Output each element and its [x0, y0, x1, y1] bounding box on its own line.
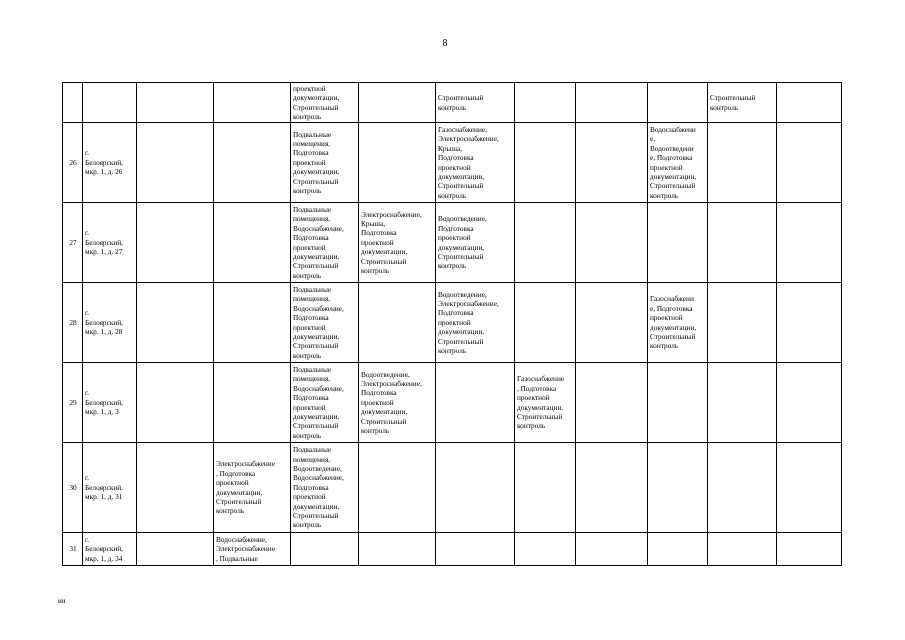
work-cell	[359, 283, 436, 363]
work-cell: Водоснабжение, Электроснабжение , Подвальные	[214, 533, 291, 566]
row-number-cell: 26	[63, 123, 83, 203]
work-cell	[708, 203, 777, 283]
work-cell: Строительный контроль	[708, 83, 777, 123]
work-cell	[515, 443, 576, 533]
work-cell: Газоснабжение , Подготовка проектной документации, Строительный контроль	[515, 363, 576, 443]
work-cell	[436, 443, 515, 533]
work-cell	[515, 533, 576, 566]
work-cell	[137, 363, 214, 443]
work-cell: Электроснабжение, Крыша, Подготовка проектной документации, Строительный контроль	[359, 203, 436, 283]
address-cell: г. Белоярский, мкр. 1, д. 26	[83, 123, 137, 203]
work-cell	[708, 363, 777, 443]
row-number-cell: 28	[63, 283, 83, 363]
row-number-cell: 30	[63, 443, 83, 533]
work-cell	[214, 203, 291, 283]
table-row	[63, 443, 842, 533]
address-cell	[83, 83, 137, 123]
work-cell	[777, 533, 842, 566]
work-cell: Строительный контроль	[436, 83, 515, 123]
work-cell	[708, 443, 777, 533]
work-cell	[648, 83, 708, 123]
work-cell: Подвальные помещения, Водоотведение, Водоснабжение, Подготовка проектной документации, Строительный контроль	[291, 443, 359, 533]
table-row	[63, 123, 842, 203]
work-cell	[777, 443, 842, 533]
work-cell	[777, 123, 842, 203]
work-cell	[291, 533, 359, 566]
work-cell	[359, 123, 436, 203]
work-cell: Газоснабжени е, Подготовка проектной документации, Строительный контроль	[648, 283, 708, 363]
work-cell: Подвальные помещения, Водоснабжение, Подготовка проектной документации, Строительный контроль	[291, 283, 359, 363]
table-row	[63, 83, 842, 123]
work-cell: Электроснабжение , Подготовка проектной документации, Строительный контроль	[214, 443, 291, 533]
address-cell: г. Белоярский, мкр. 1, д. 34	[83, 533, 137, 566]
address-cell: г. Белоярский, мкр. 1, д. 28	[83, 283, 137, 363]
work-cell	[576, 123, 648, 203]
table-row	[63, 283, 842, 363]
work-cell: Газоснабжение, Электроснабжение, Крыша, Подготовка проектной документации, Строительный контроль	[436, 123, 515, 203]
address-cell: г. Белоярский, мкр. 1, д. 3	[83, 363, 137, 443]
address-cell: г. Белоярский, мкр. 1, д. 27	[83, 203, 137, 283]
work-cell	[777, 283, 842, 363]
work-cell	[515, 123, 576, 203]
work-cell	[359, 443, 436, 533]
work-cell	[359, 83, 436, 123]
work-cell	[214, 83, 291, 123]
work-cell	[648, 443, 708, 533]
work-cell	[648, 203, 708, 283]
work-cell	[436, 533, 515, 566]
work-cell: Водоотведение, Электроснабжение, Подготовка проектной документации, Строительный контроль	[436, 283, 515, 363]
work-cell	[515, 203, 576, 283]
work-cell	[137, 533, 214, 566]
work-cell: проектной документации, Строительный контроль	[291, 83, 359, 123]
repair-schedule-table	[62, 82, 842, 566]
work-cell	[576, 533, 648, 566]
work-cell	[515, 283, 576, 363]
work-cell	[137, 203, 214, 283]
work-cell	[515, 83, 576, 123]
work-cell	[137, 283, 214, 363]
table-row	[63, 203, 842, 283]
work-cell	[576, 283, 648, 363]
work-cell: Подвальные помещения, Водоснабжение, Подготовка проектной документации, Строительный контроль	[291, 363, 359, 443]
work-cell	[708, 283, 777, 363]
work-cell	[576, 203, 648, 283]
work-cell	[214, 363, 291, 443]
work-cell	[137, 83, 214, 123]
row-number-cell: 29	[63, 363, 83, 443]
table-row	[63, 363, 842, 443]
work-cell	[777, 83, 842, 123]
work-cell	[214, 283, 291, 363]
work-cell: Водоотведение, Подготовка проектной документации, Строительный контроль	[436, 203, 515, 283]
work-cell	[137, 443, 214, 533]
work-cell: Подвальные помещения, Водоснабжение, Подготовка проектной документации, Строительный контроль	[291, 203, 359, 283]
work-cell	[708, 533, 777, 566]
work-cell	[777, 363, 842, 443]
work-cell	[576, 443, 648, 533]
footer-mark: ии	[58, 597, 66, 605]
work-cell: Подвальные помещения, Подготовка проектной документации, Строительный контроль	[291, 123, 359, 203]
row-number-cell: 31	[63, 533, 83, 566]
work-cell	[214, 123, 291, 203]
work-cell	[576, 363, 648, 443]
work-cell: Водоснабжени е, Водоотведени е, Подготовка проектной документации, Строительный контроль	[648, 123, 708, 203]
work-cell	[576, 83, 648, 123]
row-number-cell	[63, 83, 83, 123]
work-cell	[359, 533, 436, 566]
work-cell	[777, 203, 842, 283]
row-number-cell: 27	[63, 203, 83, 283]
page-number: 8	[442, 38, 448, 49]
address-cell: г. Белоярский, мкр. 1, д. 31	[83, 443, 137, 533]
work-cell	[648, 533, 708, 566]
work-cell: Водоотведение, Электроснабжение, Подготовка проектной документации, Строительный контроль	[359, 363, 436, 443]
work-cell	[708, 123, 777, 203]
work-cell	[137, 123, 214, 203]
work-cell	[648, 363, 708, 443]
work-cell	[436, 363, 515, 443]
table-row	[63, 533, 842, 566]
